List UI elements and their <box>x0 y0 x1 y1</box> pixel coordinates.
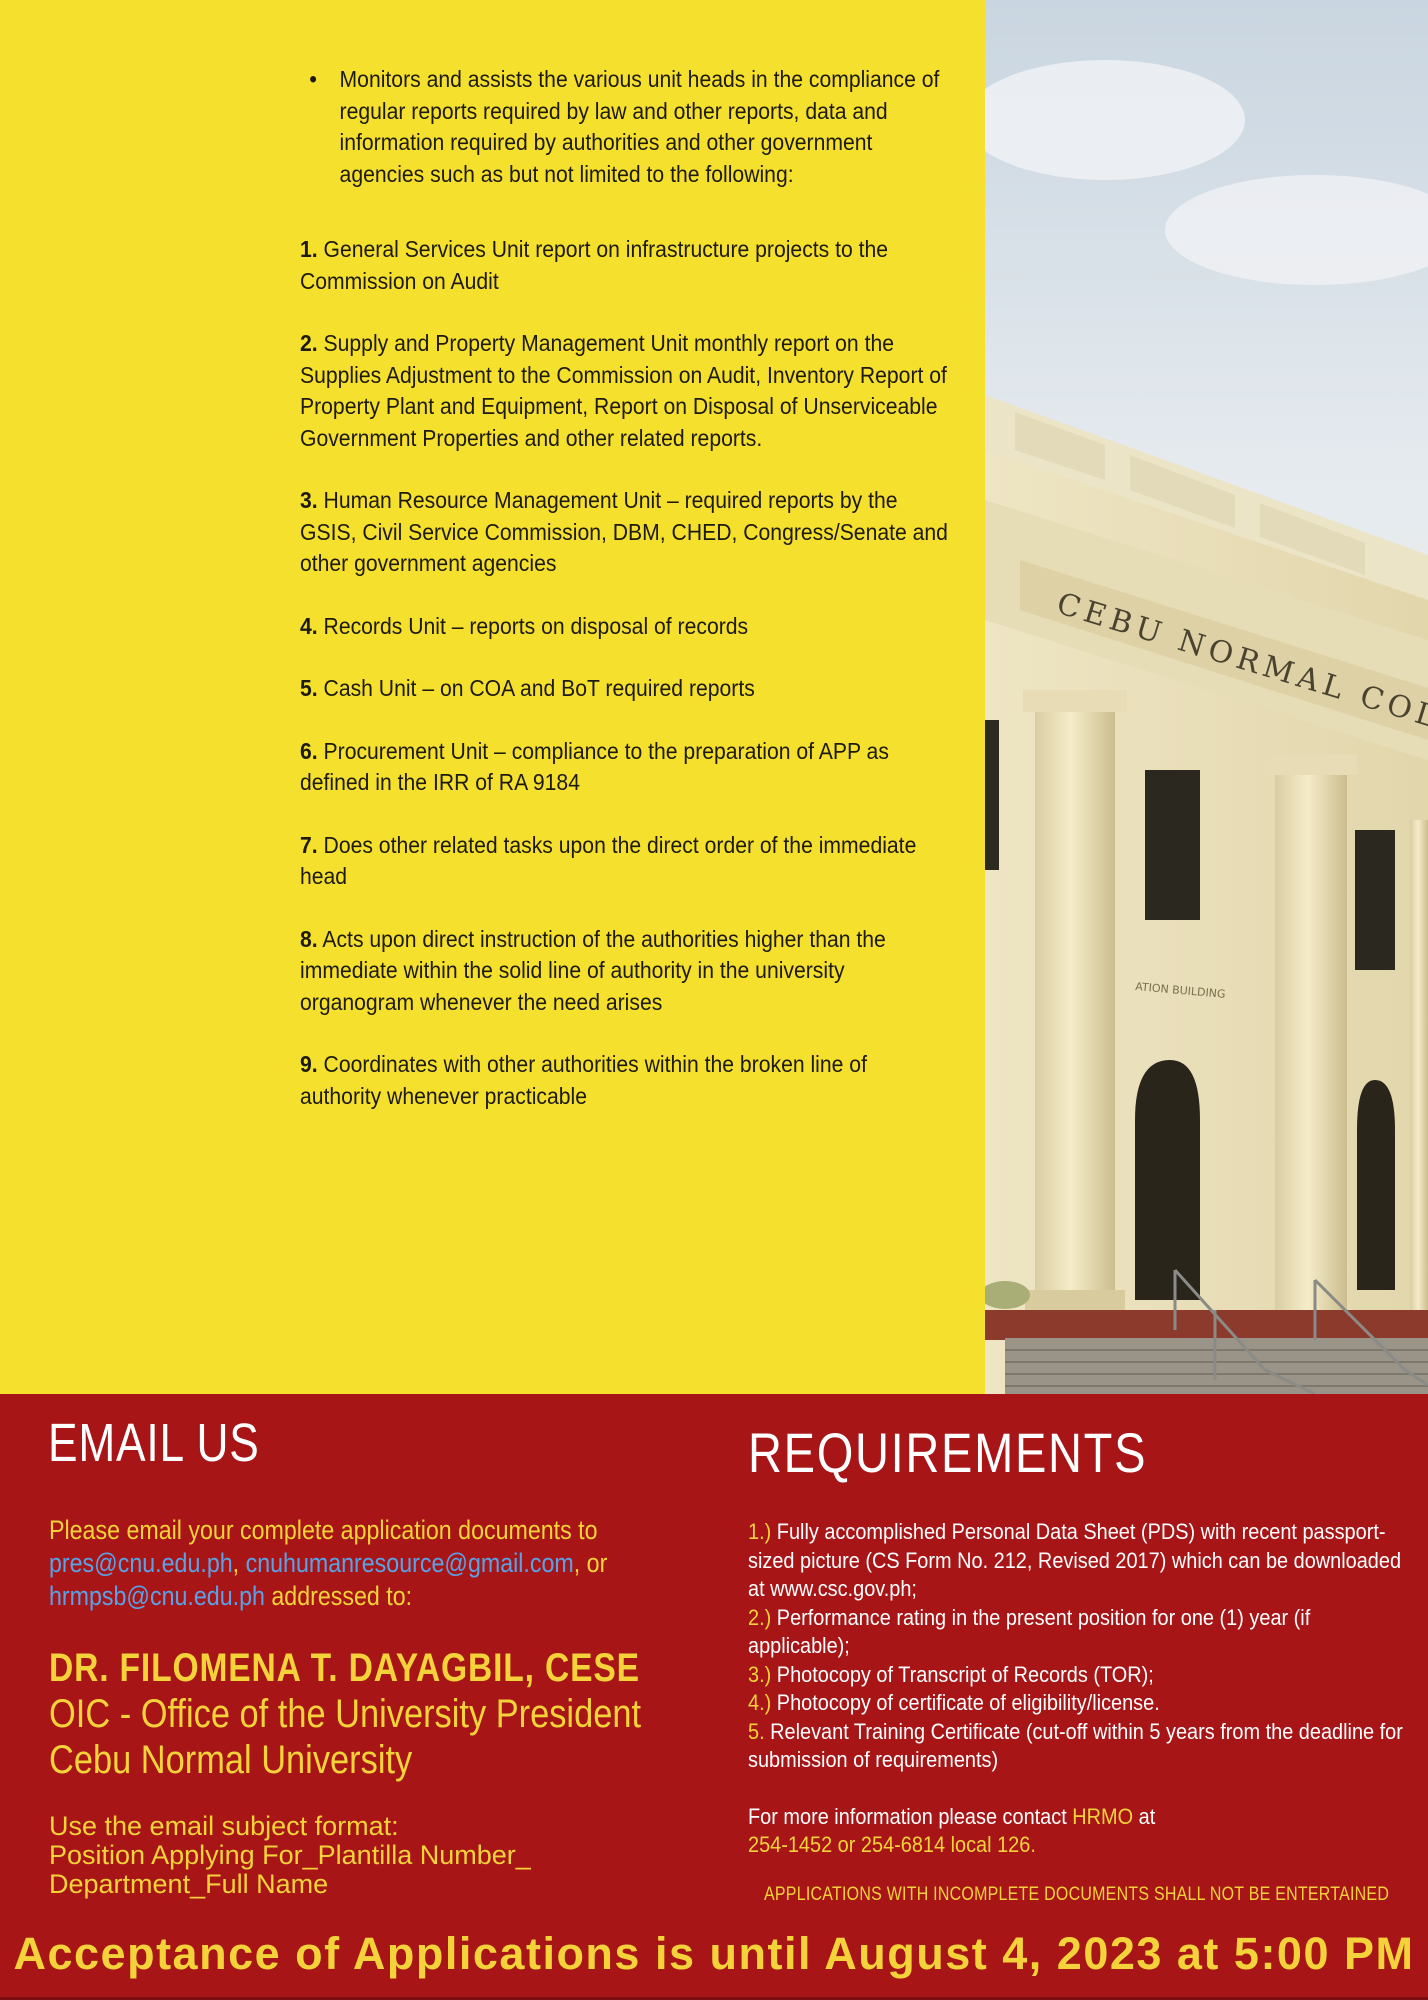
duty-text: Supply and Property Management Unit monthly report on the Supplies Adjustment to the Commission on Audit, Inventory Report of Property Plant and Equipment, Report on Disposal of Unserviceable Government Properties and other related reports. <box>300 330 947 451</box>
duty-number: 7. <box>300 831 318 858</box>
requirement-text: Photocopy of certificate of eligibility/license. <box>776 1690 1160 1715</box>
email-intro-text: Please email your complete application documents to <box>49 1515 598 1545</box>
requirements-list <box>748 1518 1403 1860</box>
duty-text: Cash Unit – on COA and BoT required reports <box>323 675 755 701</box>
addressee-block <box>49 1646 752 1783</box>
duty-text: Does other related tasks upon the direct order of the immediate head <box>300 831 917 889</box>
duty-text: Human Resource Management Unit – required reports by the GSIS, Civil Service Commission, DBM, CHED, Congress/Senate and other government agencies <box>300 487 948 576</box>
email-separator: , <box>232 1548 240 1578</box>
requirement-number: 5. <box>748 1718 765 1744</box>
duty-number: 9. <box>300 1051 318 1077</box>
duty-number: 8. <box>300 925 318 952</box>
addressee-university: Cebu Normal University <box>49 1738 413 1782</box>
duty-number: 6. <box>300 737 318 764</box>
email-addressed-text: addressed to: <box>271 1581 413 1611</box>
requirement-item <box>748 1604 1403 1661</box>
addressee-name: DR. FILOMENA T. DAYAGBIL, CESE <box>49 1646 640 1690</box>
requirement-text: Fully accomplished Personal Data Sheet (PDS) with recent passport-sized picture (CS Form No. 212, Revised 2017) which can be downloaded at www.csc.gov.ph; <box>748 1519 1402 1601</box>
deadline-banner: Acceptance of Applications is until August 4, 2023 at 5:00 PM <box>13 1928 1415 1979</box>
duty-text: Procurement Unit – compliance to the preparation of APP as defined in the IRR of RA 9184 <box>300 737 889 795</box>
building-photo <box>985 0 1428 1394</box>
duties-intro <box>309 64 949 190</box>
building-small-sign: ATION BUILDING <box>1134 980 1226 1001</box>
duties-intro-text: Monitors and assists the various unit heads in the compliance of regular reports required by law and other reports, data and information required by authorities and other government agencies such as but not limited to the following: <box>339 66 940 187</box>
requirement-number: 4.) <box>748 1690 772 1715</box>
duty-item <box>300 485 950 580</box>
requirement-item <box>748 1718 1403 1775</box>
requirement-text: Performance rating in the present position for one (1) year (if applicable); <box>748 1604 1311 1658</box>
contact-prefix: For more information please contact <box>748 1803 1067 1829</box>
subject-format-line: Department_Full Name <box>49 1869 329 1899</box>
bullet-icon: • <box>309 66 317 93</box>
subject-format-label: Use the email subject format: <box>49 1811 399 1841</box>
duty-item <box>300 924 950 1019</box>
duty-item <box>300 673 950 705</box>
building-illustration <box>985 0 1428 1394</box>
requirement-text: Relevant Training Certificate (cut-off within 5 years from the deadline for submission of requirements) <box>748 1718 1403 1772</box>
email-link-hrmpsb[interactable]: hrmpsb@cnu.edu.ph <box>49 1581 265 1611</box>
requirement-item <box>748 1689 1403 1718</box>
contact-office: HRMO <box>1072 1803 1134 1829</box>
contact-at: at <box>1138 1803 1156 1829</box>
duty-number: 5. <box>300 675 318 701</box>
duty-number: 4. <box>300 612 318 639</box>
requirement-number: 1.) <box>748 1519 772 1544</box>
duty-text: Coordinates with other authorities within the broken line of authority whenever practicable <box>300 1051 867 1109</box>
duty-number: 2. <box>300 330 318 356</box>
duty-text: Acts upon direct instruction of the authorities higher than the immediate within the solid line of authority in the university organogram whenever the need arises <box>300 925 886 1015</box>
duty-text: Records Unit – reports on disposal of records <box>323 612 749 639</box>
requirement-item <box>748 1518 1403 1604</box>
incomplete-warning: APPLICATIONS WITH INCOMPLETE DOCUMENTS SHALL NOT BE ENTERTAINED <box>764 1884 1390 1905</box>
duties-list <box>300 64 950 1143</box>
duty-item <box>300 328 950 454</box>
duty-item <box>300 1049 950 1112</box>
duty-item <box>300 736 950 799</box>
requirement-number: 2.) <box>748 1604 772 1630</box>
addressee-office: OIC - Office of the University President <box>49 1692 642 1736</box>
requirement-text: Photocopy of Transcript of Records (TOR); <box>776 1661 1154 1687</box>
requirements-heading: REQUIREMENTS <box>748 1421 1148 1484</box>
duty-item <box>300 234 950 297</box>
subject-format-line: Position Applying For_Plantilla Number_ <box>49 1840 531 1870</box>
email-separator: , or <box>573 1548 608 1578</box>
email-instructions <box>49 1514 668 1613</box>
duty-item <box>300 611 950 643</box>
duty-text: General Services Unit report on infrastructure projects to the Commission on Audit <box>300 236 889 294</box>
email-link-president[interactable]: pres@cnu.edu.ph <box>49 1548 233 1578</box>
contact-numbers: 254-1452 or 254-6814 local 126. <box>748 1832 1036 1857</box>
duty-item <box>300 830 950 893</box>
subject-format <box>49 1812 531 1899</box>
email-link-hr[interactable]: cnuhumanresource@gmail.com <box>245 1548 574 1578</box>
duty-number: 1. <box>300 236 318 262</box>
email-us-heading: EMAIL US <box>48 1413 260 1473</box>
requirement-number: 3.) <box>748 1661 772 1687</box>
duty-number: 3. <box>300 487 318 513</box>
contact-info <box>748 1803 1403 1860</box>
requirement-item <box>748 1661 1403 1690</box>
